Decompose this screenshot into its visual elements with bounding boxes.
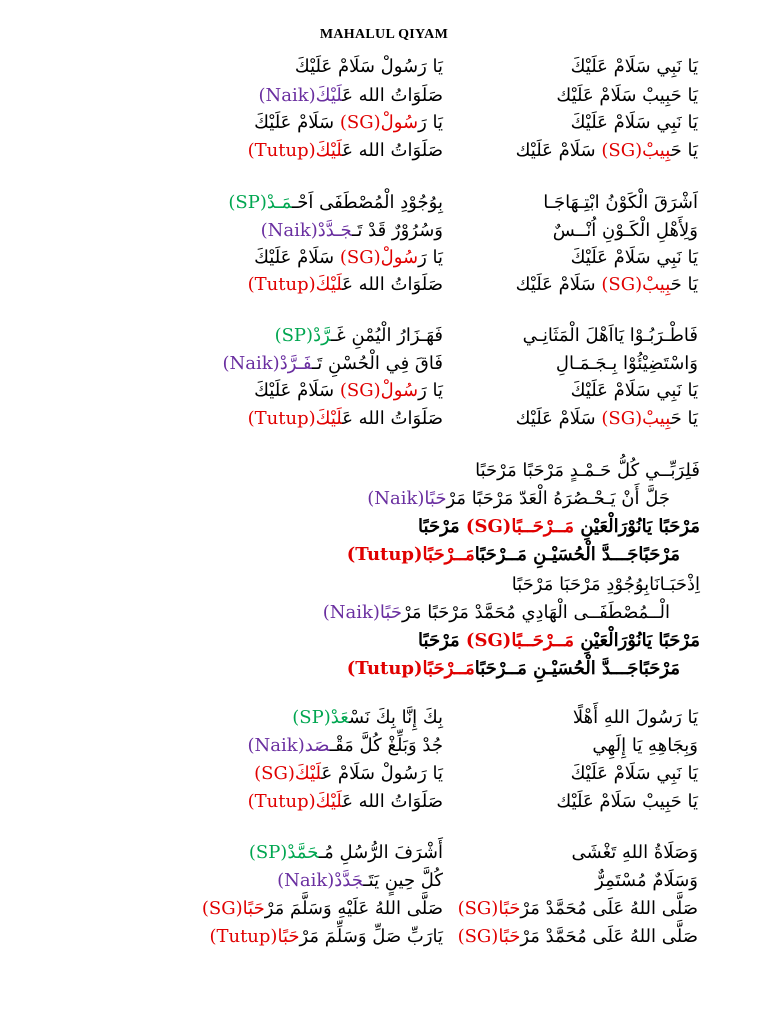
lyric-line [475, 458, 700, 484]
lyric-text: كُلَّ حِينٍ يَتَـ [363, 870, 443, 891]
lyric-text: سَلَامْ عَلَيْكَ [254, 112, 340, 133]
cue-marker: (SP) [292, 707, 331, 728]
lyric-text: يَا نَبِي سَلَامْ عَلَيْكَ [570, 380, 698, 401]
cue-marker: (Naik) [247, 735, 305, 756]
page-title: MAHALUL QIYAM [319, 27, 449, 42]
lyric-line-right [458, 924, 698, 950]
lyric-text: يَارَبِّ صَلِّ وَسَلِّمَ مَرْ [299, 926, 443, 947]
lyric-text: مَرْحَبًا يَانُوْرَالْعَيْنِ [574, 630, 700, 651]
lyric-line-left [249, 840, 443, 866]
lyric-text: بِكَ إِنَّا بِكَ نَسْ [348, 707, 443, 728]
lyric-text: وَبِجَاهِهِ يَا إِلَهِي [592, 735, 698, 756]
lyric-text: مَـدْ [266, 192, 293, 213]
lyric-text: سُولْ [380, 247, 419, 268]
lyric-text: يَا حَبِيبْ سَلَامْ عَلَيْك [556, 791, 698, 812]
lyric-text: وَصَلَاةُ اللهِ تَغْشَى [571, 842, 698, 863]
lyric-text: وَلِأَهْلِ الْكَـوْنِ اُنْــسٌ [552, 220, 698, 241]
lyric-text: حَبًا [277, 926, 300, 947]
cue-marker: (Tutup) [247, 274, 316, 295]
lyric-text: يَا نَبِي سَلَامْ عَلَيْكَ [570, 56, 698, 77]
lyric-text: يَا رَ [418, 112, 443, 133]
lyric-text: يَا نَبِي سَلَامْ عَلَيْكَ [570, 247, 698, 268]
cue-marker: (SP) [248, 842, 288, 863]
lyric-text: مَــرْحَــبًا [511, 516, 575, 537]
lyric-line-right [571, 110, 698, 136]
lyric-line-right [516, 406, 698, 432]
lyric-line-left [248, 272, 443, 298]
lyric-text: رَّدْ [313, 325, 332, 346]
lyric-line-left [254, 110, 443, 136]
lyric-line-left [254, 245, 443, 271]
lyric-line-left [258, 83, 443, 109]
lyric-line-right [571, 378, 698, 404]
lyric-text: لَيْكَ [315, 408, 343, 429]
lyric-line-right [573, 705, 698, 731]
lyric-text: اَشْرَقَ الْكَوْنُ ابْتِـهَاجَـا [543, 192, 698, 213]
lyric-text: صَلَّى اللهُ عَلَى مُحَمَّدْ مَرْ [520, 926, 698, 947]
lyric-text: مَــرْحَبًا [422, 544, 475, 565]
lyric-text: صَلَوَاتُ الله عَ [342, 791, 443, 812]
lyric-line-right [553, 218, 698, 244]
lyric-line [418, 628, 700, 654]
lyric-text: لَيْكَ [315, 140, 343, 161]
lyric-text: مَرْحَبًاجَـــدَّ الْحُسَيْـنِ مَــرْحَبًا [474, 544, 680, 565]
cue-marker: (SG) [465, 630, 512, 651]
lyric-text: حَبًا [424, 488, 447, 509]
lyric-text: سَلَامْ عَلَيْك [515, 140, 602, 161]
lyric-line-left [248, 789, 443, 815]
lyric-line [418, 514, 700, 540]
lyric-line-left [277, 868, 443, 894]
lyric-text: أَشْرَفَ الرُّسُلِ مُـ [318, 842, 443, 863]
lyric-line-right [572, 840, 698, 866]
lyric-text: مَــرْحَــبًا [511, 630, 575, 651]
lyric-text: لَيْكَ [315, 85, 343, 106]
lyric-line-right [571, 54, 698, 80]
lyric-text: وَاسْتَضِيْئُوْا بِـجَـمَـالِ [555, 353, 698, 374]
cue-marker: (Naik) [277, 870, 335, 891]
cue-marker: (Tutup) [247, 408, 316, 429]
cue-marker: (Naik) [260, 220, 318, 241]
lyric-line-left [254, 761, 443, 787]
lyric-text: جَـدَّدْ [317, 220, 353, 241]
lyric-text: سَلَامْ عَلَيْكَ [254, 247, 340, 268]
lyric-line-left [292, 705, 443, 731]
cue-marker: (Naik) [258, 85, 316, 106]
lyric-line [367, 486, 670, 512]
lyric-text: سُولْ [380, 380, 419, 401]
lyric-text: بِوُجُوْدِ الْمُصْطَفَى اَحْـ [292, 192, 443, 213]
lyric-line-left [228, 190, 443, 216]
lyric-text: صَد [304, 735, 330, 756]
cue-marker: (Tutup) [247, 791, 316, 812]
lyric-text: فَهَـزَارُ الْيُمْنِ غَـ [331, 325, 443, 346]
lyric-text: صَلَوَاتُ الله عَ [342, 85, 443, 106]
lyric-line [323, 600, 670, 626]
lyric-text: بِيبْ [642, 140, 671, 161]
lyric-text: مَرْحَبًا [418, 516, 466, 537]
cue-marker: (SG) [254, 763, 295, 784]
lyric-text: يَا رَسُولْ سَلَامْ عَ [321, 763, 443, 784]
cue-marker: (SG) [457, 898, 499, 919]
lyric-line-left [261, 218, 443, 244]
lyric-text: يَا نَبِي سَلَامْ عَلَيْكَ [570, 763, 698, 784]
cue-marker: (SP) [274, 325, 314, 346]
lyric-line-left [295, 54, 443, 80]
lyric-line-right [571, 245, 698, 271]
lyric-line-right [556, 351, 698, 377]
lyric-text: اِذْحَبَـانَابِوُجُوْدِ مَرْحَبَا مَرْحَبًا [511, 574, 700, 595]
cue-marker: (Tutup) [247, 140, 316, 161]
lyric-line-right [556, 83, 698, 109]
lyric-text: صَلَوَاتُ الله عَ [342, 140, 443, 161]
lyric-text: الْــمُصْطَفَــى الْهَادِي مُحَمَّدْ مَرْحَبًا مَرْ [401, 602, 670, 623]
cue-marker: (Naik) [322, 602, 380, 623]
lyric-text: يَا رَ [418, 247, 443, 268]
lyric-text: عَدْ [330, 707, 349, 728]
cue-marker: (SG) [601, 140, 643, 161]
lyric-text: سَلَامْ عَلَيْك [515, 408, 602, 429]
lyric-line [512, 572, 700, 598]
lyric-line-right [571, 761, 698, 787]
lyric-line-left [254, 378, 443, 404]
cue-marker: (SG) [457, 926, 499, 947]
lyric-line-right [516, 138, 698, 164]
lyric-line [347, 542, 680, 568]
lyric-line-left [222, 351, 443, 377]
lyric-text: جَلَّ أَنْ يَـحْـصُرَهُ الْعَدّ مَرْحَبًا مَرْ [446, 488, 670, 509]
lyric-text: بِيبْ [642, 408, 671, 429]
lyric-text: فَلِرَبِّــي كُلُّ حَـمْـدٍ مَرْحَبًا مَرْحَبًا [475, 460, 700, 481]
lyric-text: حَمَّدْ [287, 842, 319, 863]
lyric-line-right [595, 868, 698, 894]
cue-marker: (Tutup) [346, 658, 423, 679]
lyric-text: وَسُرُوْرٌ قَدْ تَـ [352, 220, 443, 241]
lyric-text: بِيبْ [642, 274, 671, 295]
cue-marker: (SG) [339, 247, 381, 268]
cue-marker: (SG) [201, 898, 243, 919]
lyric-text: مَرْحَبًاجَـــدَّ الْحُسَيْـنِ مَــرْحَبًا [474, 658, 680, 679]
lyric-text: يَا حَ [670, 140, 698, 161]
lyric-text: مَرْحَبًا [418, 630, 466, 651]
cue-marker: (SP) [228, 192, 267, 213]
lyric-line-right [516, 272, 698, 298]
cue-marker: (Naik) [367, 488, 425, 509]
cue-marker: (SG) [339, 112, 381, 133]
lyric-text: يَا رَ [418, 380, 443, 401]
lyric-line-right [592, 733, 698, 759]
lyric-text: لَيْكَ [315, 791, 343, 812]
lyric-text: يَا رَسُولْ سَلَامْ عَلَيْكَ [294, 56, 443, 77]
lyric-text: وَسَلَامٌ مُسْتَمِرٌّ [595, 870, 698, 891]
lyric-text: مَرْحَبًا يَانُوْرَالْعَيْنِ [574, 516, 700, 537]
lyric-line [347, 656, 680, 682]
lyric-line-left [248, 406, 443, 432]
cue-marker: (Tutup) [346, 544, 423, 565]
cue-marker: (SG) [601, 408, 643, 429]
lyric-text: لَيْكَ [294, 763, 322, 784]
lyric-line-left [275, 323, 443, 349]
lyric-text: صَلَوَاتُ الله عَ [342, 274, 443, 295]
lyric-text: فَاطْـرَبُـوْا يَااَهْلَ الْمَثَانِـي [522, 325, 698, 346]
lyric-text: فَاقَ فِي الْحُسْنِ تَـ [312, 353, 443, 374]
lyric-text: جَدَّدْ [334, 870, 364, 891]
lyric-line-right [556, 789, 698, 815]
lyric-text: جُدْ وَبَلِّغْ كُلَّ مَقْـ [329, 735, 443, 756]
cue-marker: (SG) [339, 380, 381, 401]
lyric-text: يَا حَبِيبْ سَلَامْ عَلَيْك [556, 85, 698, 106]
lyric-line-left [202, 896, 443, 922]
lyric-text: لَيْكَ [315, 274, 343, 295]
lyric-line-right [523, 323, 698, 349]
lyric-text: مَــرْحَبًا [422, 658, 475, 679]
lyric-text: حَبًا [498, 926, 521, 947]
lyric-text: يَا حَ [670, 408, 698, 429]
cue-marker: (SG) [601, 274, 643, 295]
lyric-text: صَلَوَاتُ الله عَ [342, 408, 443, 429]
lyric-line-right [458, 896, 698, 922]
cue-marker: (Naik) [222, 353, 280, 374]
lyric-text: سُولْ [380, 112, 419, 133]
lyric-text: حَبًا [242, 898, 265, 919]
lyric-text: فَـرَّدْ [279, 353, 313, 374]
lyric-line-left [209, 924, 443, 950]
lyric-line-right [543, 190, 698, 216]
cue-marker: (SG) [465, 516, 512, 537]
lyric-text: سَلَامْ عَلَيْك [515, 274, 602, 295]
lyric-text: سَلَامْ عَلَيْكَ [254, 380, 340, 401]
cue-marker: (Tutup) [209, 926, 278, 947]
lyric-line-left [248, 138, 443, 164]
lyric-text: يَا نَبِي سَلَامْ عَلَيْكَ [570, 112, 698, 133]
lyric-text: صَلَّى اللهُ عَلَيْهِ وَسَلَّمَ مَرْ [264, 898, 443, 919]
lyric-text: حَبًا [379, 602, 402, 623]
lyric-text: يَا رَسُولَ اللهِ أَهْلًا [572, 707, 698, 728]
lyric-text: حَبًا [498, 898, 521, 919]
lyric-text: يَا حَ [670, 274, 698, 295]
lyric-text: صَلَّى اللهُ عَلَى مُحَمَّدْ مَرْ [520, 898, 698, 919]
lyric-line-left [248, 733, 443, 759]
